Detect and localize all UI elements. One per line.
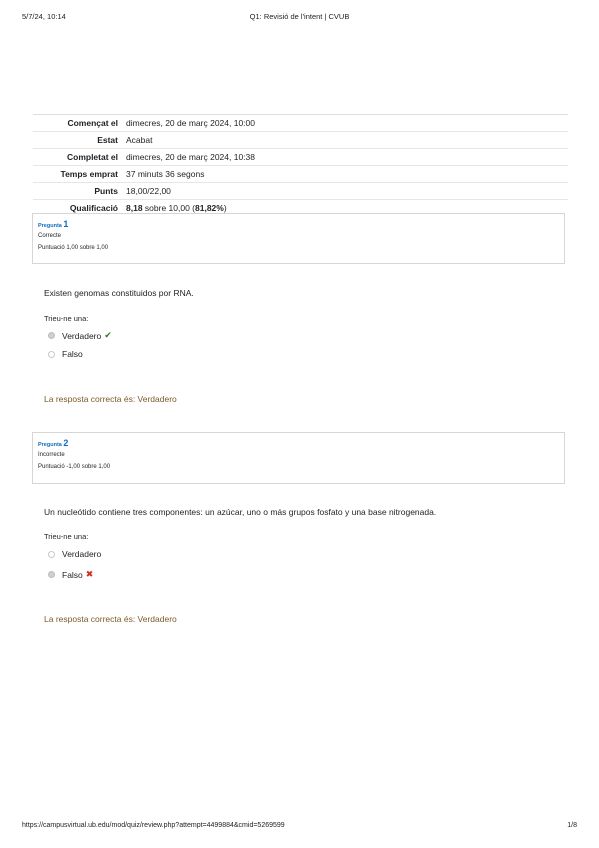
question-number-value: 1 [63,219,69,229]
check-icon: ✔ [104,330,112,340]
grade-close: ) [223,203,227,213]
radio-button-selected[interactable] [48,571,55,578]
question-number [38,438,559,448]
radio-button[interactable] [48,351,55,358]
summary-label: Començat el [67,118,118,128]
summary-row [33,183,568,200]
question-label: Pregunta [38,223,62,229]
summary-row [33,115,568,132]
answer-label: Verdadero [62,549,102,559]
question-info-box [32,213,565,264]
answer-prompt: Trieu-ne una: [44,314,89,323]
summary-row [33,132,568,149]
question-state: Incorrecte [38,452,65,458]
summary-value: 18,00/22,00 [126,186,171,196]
attempt-summary-table [33,114,568,216]
page-number: 1/8 [567,822,577,829]
print-footer [22,822,577,834]
question-number [38,219,559,229]
print-url: https://campusvirtual.ub.edu/mod/quiz/review.php?attempt=4499884&cmid=5269599 [22,822,285,829]
correct-answer-feedback: La resposta correcta és: Verdadero [44,614,177,624]
grade-percent: 81,82% [195,203,224,213]
answer-label: Falso [62,569,83,580]
answer-option[interactable] [48,349,83,359]
summary-label: Estat [97,135,118,145]
question-text: Un nucleótido contiene tres componentes: un azúcar, uno o más grupos fosfato y una base nitrogenada. [44,507,437,517]
answer-label: Verdadero [62,330,102,341]
cross-icon: ✖ [85,569,94,579]
print-date: 5/7/24, 10:14 [22,12,66,21]
question-label: Pregunta [38,442,62,448]
question-text: Existen genomas constituidos por RNA. [44,288,194,298]
answer-option[interactable] [48,330,112,341]
summary-label: Qualificació [69,203,118,213]
print-title: Q1: Revisió de l'intent | CVUB [249,12,350,21]
summary-value: dimecres, 20 de març 2024, 10:00 [126,118,255,128]
grade-score: 8,18 [126,203,143,213]
summary-label: Completat el [66,152,118,162]
answer-option[interactable] [48,569,93,580]
summary-label: Temps emprat [60,169,118,179]
summary-label: Punts [94,186,118,196]
grade-out-of: sobre 10,00 ( [142,203,195,213]
summary-value: 37 minuts 36 segons [126,169,205,179]
correct-answer-feedback: La resposta correcta és: Verdadero [44,394,177,404]
print-header [22,12,577,26]
question-info-box [32,432,565,484]
question-grade: Puntuació 1,00 sobre 1,00 [38,245,109,251]
answer-label: Falso [62,349,83,359]
question-state: Correcte [38,233,62,239]
radio-button-selected[interactable] [48,332,55,339]
answer-option[interactable] [48,549,101,559]
answer-prompt: Trieu-ne una: [44,532,89,541]
summary-row [33,166,568,183]
radio-button[interactable] [48,551,55,558]
question-number-value: 2 [63,438,69,448]
summary-row [33,149,568,166]
summary-value: Acabat [126,135,153,145]
summary-value: dimecres, 20 de març 2024, 10:38 [126,152,255,162]
question-grade: Puntuació -1,00 sobre 1,00 [38,464,111,470]
